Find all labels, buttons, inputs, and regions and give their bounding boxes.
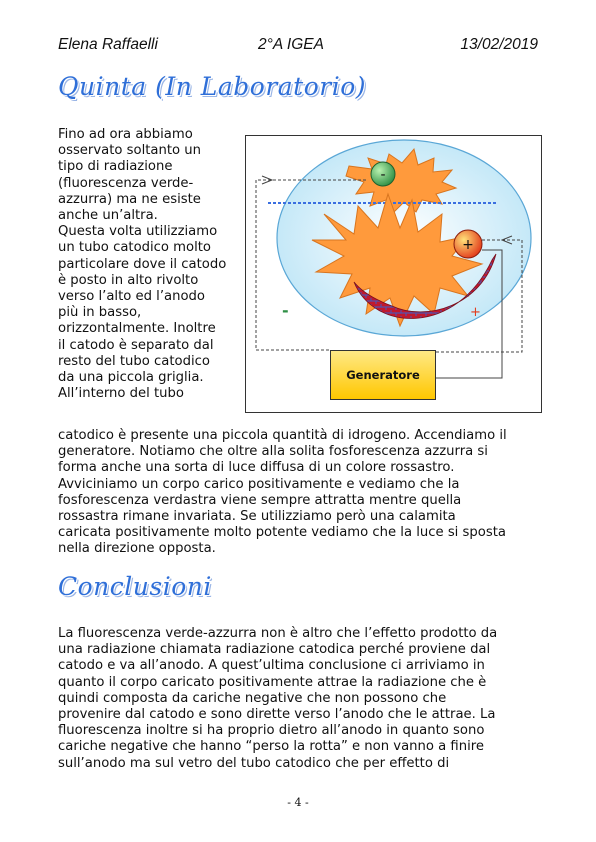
text-line: resto del tubo catodico xyxy=(58,353,210,369)
page-number: - 4 - xyxy=(287,796,309,809)
text-line: provenire dal catodo e sono dirette verso l’anodo che le attrae. La xyxy=(58,707,496,723)
text-line: sull’anodo ma sul vetro del tubo catodico che per effetto di xyxy=(58,755,450,771)
text-line: fluorescenza inoltre si ha proprio dietro all’anodo in quanto sono xyxy=(58,723,485,739)
section-title-conclusioni: Conclusioni xyxy=(58,572,212,601)
text-line: quindi composta da cariche negative che non possono che xyxy=(58,690,447,706)
text-line: tipo di radiazione xyxy=(58,159,173,175)
author-name: Elena Raffaelli xyxy=(58,36,158,53)
cathode-tube-diagram xyxy=(245,135,542,413)
text-line: quanto il corpo caricato positivamente attrae la radiazione che è xyxy=(58,674,487,690)
class-name: 2°A IGEA xyxy=(258,36,324,53)
text-line: orizzontalmente. Inoltre xyxy=(58,321,216,337)
generator-box: Generatore xyxy=(330,350,436,400)
text-line: più in basso, xyxy=(58,305,142,321)
document-date: 13/02/2019 xyxy=(460,36,538,53)
text-line: un tubo catodico molto xyxy=(58,240,212,256)
text-line: La fluorescenza verde-azzurra non è altro che l’effetto prodotto da xyxy=(58,626,498,641)
text-line: verso l’alto ed l’anodo xyxy=(58,289,205,305)
text-line: rossastra rimane invariata. Se utilizziamo però una calamita xyxy=(58,509,456,525)
intro-paragraph xyxy=(58,127,238,402)
anode-symbol: + xyxy=(462,237,474,253)
text-line: catodo e va all’anodo. A quest’ultima conclusione ci arriviamo in xyxy=(58,658,485,674)
text-line: forma anche una sorta di luce diffusa di un colore rossastro. xyxy=(58,460,455,476)
page-header xyxy=(58,36,538,56)
minus-label: - xyxy=(282,301,289,320)
text-line: il catodo è separato dal xyxy=(58,337,214,353)
text-line: azzurra) ma ne esiste xyxy=(58,191,201,207)
section-title-laboratorio: Quinta (In Laboratorio) xyxy=(58,72,367,101)
conclusion-paragraph xyxy=(58,626,540,772)
text-line: Fino ad ora abbiamo xyxy=(58,127,193,142)
text-line: caricata positivamente molto potente vediamo che la luce si sposta xyxy=(58,525,506,541)
text-line: da una piccola griglia. xyxy=(58,370,204,386)
text-line: una radiazione chiamata radiazione catodica perché proviene dal xyxy=(58,642,491,658)
lab-paragraph xyxy=(58,428,540,558)
text-line: (fluorescenza verde- xyxy=(58,175,194,191)
text-line: Avviciniamo un corpo carico positivamente e vediamo che la xyxy=(58,476,460,492)
text-line: osservato soltanto un xyxy=(58,143,202,159)
text-line: nella direzione opposta. xyxy=(58,541,216,557)
text-line: particolare dove il catodo xyxy=(58,256,227,272)
text-line: cariche negative che hanno “perso la rotta” e non vanno a finire xyxy=(58,739,484,755)
plus-label: + xyxy=(470,305,481,320)
text-line: fosforescenza verdastra viene sempre attratta mentre quella xyxy=(58,492,462,508)
cathode-symbol: - xyxy=(380,167,386,183)
text-line: All’interno del tubo xyxy=(58,386,184,402)
text-line: anche un’altra. xyxy=(58,208,158,224)
text-line: generatore. Notiamo che oltre alla solita fosforescenza azzurra si xyxy=(58,444,488,460)
text-line: catodico è presente una piccola quantità di idrogeno. Accendiamo il xyxy=(58,428,507,443)
text-line: è posto in alto rivolto xyxy=(58,272,199,288)
text-line: Questa volta utilizziamo xyxy=(58,224,218,240)
